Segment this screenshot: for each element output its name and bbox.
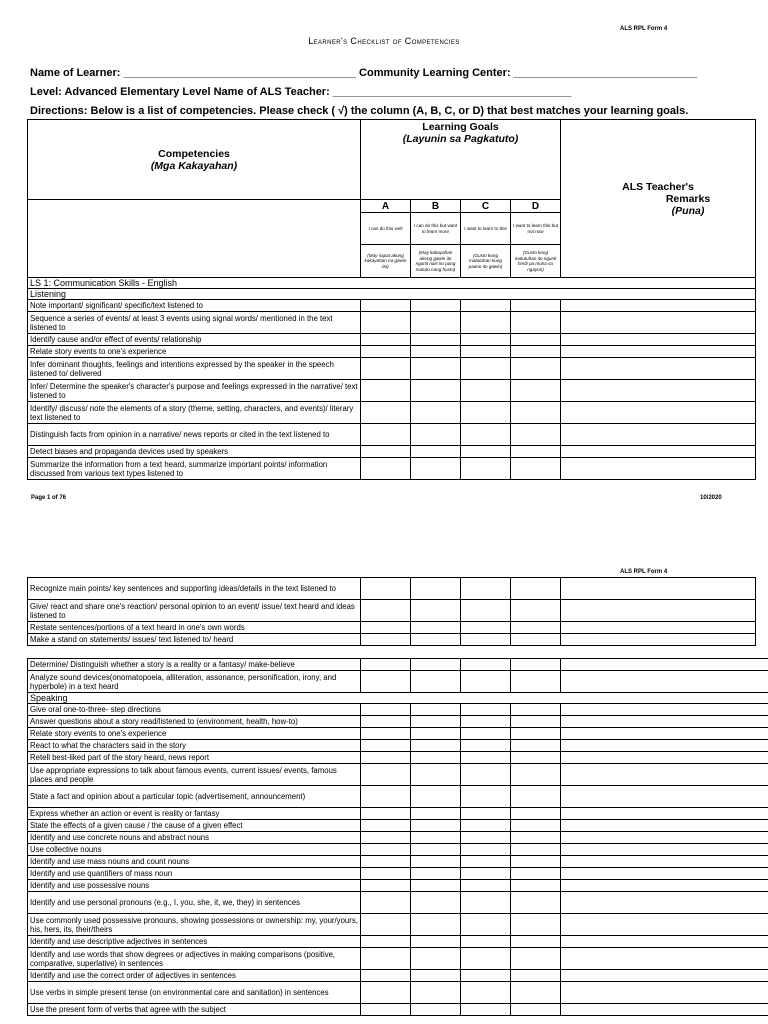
remarks-cell[interactable]: [561, 808, 768, 820]
checkbox-cell-b[interactable]: [411, 914, 461, 936]
learning-goals-header: Learning Goals (Layunin sa Pagkatuto): [361, 120, 561, 200]
checkbox-cell-b[interactable]: [411, 948, 461, 970]
checkbox-cell-a[interactable]: [361, 1004, 411, 1016]
checkbox-cell-d[interactable]: [511, 446, 561, 458]
checkbox-cell-d[interactable]: [511, 752, 561, 764]
checkbox-cell-d[interactable]: [511, 358, 561, 380]
checkbox-cell-a[interactable]: [361, 936, 411, 948]
checkbox-cell-d[interactable]: [511, 740, 561, 752]
checkbox-cell-a[interactable]: [361, 380, 411, 402]
checkbox-cell-a[interactable]: [361, 424, 411, 446]
competency-text: Summarize the information from a text heard, summarize important points/ information discussed from various text types listened to: [28, 458, 361, 480]
table-row: [28, 832, 768, 844]
remarks-cell[interactable]: [561, 671, 768, 693]
table-row: [28, 892, 768, 914]
checkbox-cell-d[interactable]: [511, 578, 561, 600]
table-row: [28, 982, 768, 1004]
checkbox-cell-a[interactable]: [361, 752, 411, 764]
column-d-desc-fil: (Gusto kong matutuhan ito ngunit hindi pa muna sa ngayon): [511, 245, 561, 278]
competency-text: Identify and use descriptive adjectives in sentences: [28, 936, 361, 948]
checkbox-cell-c[interactable]: [461, 820, 511, 832]
checkbox-cell-a[interactable]: [361, 671, 411, 693]
remarks-cell[interactable]: [561, 312, 756, 334]
checkbox-cell-a[interactable]: [361, 832, 411, 844]
competency-text: Identify cause and/or effect of events/ relationship: [28, 334, 361, 346]
column-b-desc: I can do this but want to learn more: [411, 213, 461, 245]
remarks-cell[interactable]: [561, 334, 756, 346]
checkbox-cell-d[interactable]: [511, 914, 561, 936]
checkbox-cell-d[interactable]: [511, 808, 561, 820]
table-row: [28, 948, 768, 970]
table-row: [28, 914, 768, 936]
checkbox-cell-a[interactable]: [361, 728, 411, 740]
remarks-cell[interactable]: [561, 600, 756, 622]
checkbox-cell-b[interactable]: [411, 820, 461, 832]
table-row: [28, 634, 756, 646]
checkbox-cell-b[interactable]: [411, 600, 461, 622]
table-row: [28, 358, 756, 380]
column-a-desc: I can do this well: [361, 213, 411, 245]
competency-text: Recognize main points/ key sentences and supporting ideas/details in the text listened to: [28, 578, 361, 600]
column-c-desc: I want to learn to this: [461, 213, 511, 245]
checkbox-cell-b[interactable]: [411, 868, 461, 880]
remarks-cell[interactable]: [561, 446, 756, 458]
checkbox-cell-b[interactable]: [411, 634, 461, 646]
table-row: [28, 659, 768, 671]
form-date: 10/2020: [700, 495, 722, 501]
checkbox-cell-a[interactable]: [361, 948, 411, 970]
table-row: [28, 312, 756, 334]
checkbox-cell-c[interactable]: [461, 728, 511, 740]
checkbox-cell-c[interactable]: [461, 634, 511, 646]
checkbox-cell-b[interactable]: [411, 312, 461, 334]
checkbox-cell-d[interactable]: [511, 936, 561, 948]
checkbox-cell-c[interactable]: [461, 982, 511, 1004]
remarks-cell[interactable]: [561, 982, 768, 1004]
competency-table-page2: [27, 658, 768, 1016]
remarks-cell[interactable]: [561, 424, 756, 446]
remarks-cell[interactable]: [561, 358, 756, 380]
checkbox-cell-d[interactable]: [511, 786, 561, 808]
remarks-cell[interactable]: [561, 578, 756, 600]
competency-text: Make a stand on statements/ issues/ text listened to/ heard: [28, 634, 361, 646]
table-row: [28, 728, 768, 740]
checkbox-cell-a[interactable]: [361, 892, 411, 914]
competency-text: Analyze sound devices(onomatopoeia, alliteration, assonance, personification, irony, and hyperbole) in a text heard: [28, 671, 361, 693]
checkbox-cell-a[interactable]: [361, 346, 411, 358]
checkbox-cell-b[interactable]: [411, 728, 461, 740]
checkbox-cell-d[interactable]: [511, 880, 561, 892]
remarks-cell[interactable]: [561, 880, 768, 892]
checkbox-cell-c[interactable]: [461, 659, 511, 671]
remarks-cell[interactable]: [561, 914, 768, 936]
table-row: [28, 786, 768, 808]
remarks-cell[interactable]: [561, 634, 756, 646]
checkbox-cell-c[interactable]: [461, 856, 511, 868]
checkbox-cell-c[interactable]: [461, 578, 511, 600]
checkbox-cell-b[interactable]: [411, 880, 461, 892]
competency-text: Infer dominant thoughts, feelings and intentions expressed by the speaker in the speech listened to/ delivered: [28, 358, 361, 380]
remarks-cell[interactable]: [561, 820, 768, 832]
checkbox-cell-d[interactable]: [511, 868, 561, 880]
remarks-cell[interactable]: [561, 752, 768, 764]
checkbox-cell-b[interactable]: [411, 334, 461, 346]
checkbox-cell-c[interactable]: [461, 914, 511, 936]
checkbox-cell-c[interactable]: [461, 1004, 511, 1016]
remarks-cell[interactable]: [561, 346, 756, 358]
checkbox-cell-a[interactable]: [361, 458, 411, 480]
table-row: [28, 716, 768, 728]
competency-table-page2-top: [27, 577, 756, 646]
competency-text: Determine/ Distinguish whether a story is a reality or a fantasy/ make-believe: [28, 659, 361, 671]
remarks-cell[interactable]: [561, 402, 756, 424]
column-c-desc-fil: (Gusto kong matutuhan kung paano ito gawin): [461, 245, 511, 278]
checkbox-cell-b[interactable]: [411, 936, 461, 948]
checkbox-cell-a[interactable]: [361, 659, 411, 671]
competency-text: State the effects of a given cause / the cause of a given effect: [28, 820, 361, 832]
checkbox-cell-a[interactable]: [361, 844, 411, 856]
checkbox-cell-b[interactable]: [411, 970, 461, 982]
table-row: [28, 820, 768, 832]
checkbox-cell-a[interactable]: [361, 764, 411, 786]
checkbox-cell-b[interactable]: [411, 424, 461, 446]
column-b-desc-fil: (May kakayahan akong gawin ito ngunit nais ko pang matuto nang husto): [411, 245, 461, 278]
checkbox-cell-d[interactable]: [511, 764, 561, 786]
checkbox-cell-a[interactable]: [361, 358, 411, 380]
competency-text: Express whether an action or event is reality or fantasy: [28, 808, 361, 820]
checkbox-cell-a[interactable]: [361, 982, 411, 1004]
checkbox-cell-a[interactable]: [361, 622, 411, 634]
checkbox-cell-c[interactable]: [461, 300, 511, 312]
remarks-cell[interactable]: [561, 970, 768, 982]
table-row: [28, 380, 756, 402]
checkbox-cell-c[interactable]: [461, 380, 511, 402]
remarks-cell[interactable]: [561, 458, 756, 480]
checkbox-cell-c[interactable]: [461, 424, 511, 446]
competency-text: Use appropriate expressions to talk about famous events, current issues/ events, famous places and people: [28, 764, 361, 786]
checkbox-cell-c[interactable]: [461, 312, 511, 334]
remarks-cell[interactable]: [561, 704, 768, 716]
checkbox-cell-b[interactable]: [411, 856, 461, 868]
table-row: [28, 671, 768, 693]
checkbox-cell-c[interactable]: [461, 970, 511, 982]
checkbox-cell-d[interactable]: [511, 728, 561, 740]
column-d-label: D: [511, 200, 561, 213]
checkbox-cell-b[interactable]: [411, 402, 461, 424]
checkbox-cell-a[interactable]: [361, 808, 411, 820]
subsection-heading-speaking: [28, 693, 768, 704]
checkbox-cell-b[interactable]: [411, 358, 461, 380]
checkbox-cell-d[interactable]: [511, 844, 561, 856]
table-row: [28, 402, 756, 424]
table-row: [28, 856, 768, 868]
checkbox-cell-d[interactable]: [511, 334, 561, 346]
checkbox-cell-b[interactable]: [411, 752, 461, 764]
column-d-desc: I want to learn this but not now: [511, 213, 561, 245]
subsection-heading: [28, 289, 756, 300]
checkbox-cell-c[interactable]: [461, 716, 511, 728]
directions-text: Directions: Below is a list of competencies. Please check ( √) the column (A, B, C, or D) that best matches your learning goals.: [30, 105, 689, 117]
competency-text: Identify and use words that show degrees or adjectives in making comparisons (positive, comparative, superlative) in sentences: [28, 948, 361, 970]
competency-text: Identify and use possessive nouns: [28, 880, 361, 892]
checkbox-cell-d[interactable]: [511, 458, 561, 480]
checkbox-cell-a[interactable]: [361, 300, 411, 312]
level-teacher-line: Level: Advanced Elementary Level Name of ALS Teacher: _______________________________________: [30, 86, 572, 98]
competency-text: Identify and use quantifiers of mass noun: [28, 868, 361, 880]
checkbox-cell-c[interactable]: [461, 740, 511, 752]
checkbox-cell-d[interactable]: [511, 820, 561, 832]
competency-text: Identify and use mass nouns and count nouns: [28, 856, 361, 868]
remarks-cell[interactable]: [561, 728, 768, 740]
checkbox-cell-a[interactable]: [361, 716, 411, 728]
remarks-cell[interactable]: [561, 764, 768, 786]
table-row: [28, 868, 768, 880]
checkbox-cell-d[interactable]: [511, 704, 561, 716]
competency-text: Answer questions about a story read/listened to (environment, health, how-to): [28, 716, 361, 728]
checkbox-cell-c[interactable]: [461, 402, 511, 424]
checkbox-cell-d[interactable]: [511, 300, 561, 312]
strand-heading-label: LS 1: Communication Skills - English: [28, 278, 756, 289]
checkbox-cell-c[interactable]: [461, 832, 511, 844]
table-row: [28, 424, 756, 446]
checkbox-cell-d[interactable]: [511, 600, 561, 622]
column-a-label: A: [361, 200, 411, 213]
checkbox-cell-c[interactable]: [461, 600, 511, 622]
checkbox-cell-c[interactable]: [461, 892, 511, 914]
table-row: [28, 346, 756, 358]
competency-text: Sequence a series of events/ at least 3 events using signal words/ mentioned in the text listened to: [28, 312, 361, 334]
remarks-cell[interactable]: [561, 1004, 768, 1016]
competency-text: Distinguish facts from opinion in a narrative/ news reports or cited in the text listened to: [28, 424, 361, 446]
checkbox-cell-b[interactable]: [411, 622, 461, 634]
checkbox-cell-b[interactable]: [411, 844, 461, 856]
checkbox-cell-d[interactable]: [511, 671, 561, 693]
checkbox-cell-a[interactable]: [361, 704, 411, 716]
checkbox-cell-a[interactable]: [361, 970, 411, 982]
checkbox-cell-c[interactable]: [461, 446, 511, 458]
checkbox-cell-d[interactable]: [511, 970, 561, 982]
checkbox-cell-d[interactable]: [511, 346, 561, 358]
checkbox-cell-a[interactable]: [361, 868, 411, 880]
checkbox-cell-d[interactable]: [511, 856, 561, 868]
checkbox-cell-a[interactable]: [361, 402, 411, 424]
checkbox-cell-c[interactable]: [461, 458, 511, 480]
checkbox-cell-b[interactable]: [411, 346, 461, 358]
checkbox-cell-b[interactable]: [411, 659, 461, 671]
checkbox-cell-b[interactable]: [411, 892, 461, 914]
remarks-cell[interactable]: [561, 622, 756, 634]
competency-text: Note important/ significant/ specific/text listened to: [28, 300, 361, 312]
column-c-label: C: [461, 200, 511, 213]
competency-text: State a fact and opinion about a particular topic (advertisement, announcement): [28, 786, 361, 808]
form-code-page2: ALS RPL Form 4: [620, 569, 668, 575]
checkbox-cell-a[interactable]: [361, 334, 411, 346]
column-a-desc-fil: (May sapat akong kakayahan na gawin ito): [361, 245, 411, 278]
competency-text: Give oral one-to-three- step directions: [28, 704, 361, 716]
checkbox-cell-b[interactable]: [411, 832, 461, 844]
checkbox-cell-d[interactable]: [511, 312, 561, 334]
checkbox-cell-d[interactable]: [511, 716, 561, 728]
remarks-cell[interactable]: [561, 948, 768, 970]
checkbox-cell-b[interactable]: [411, 740, 461, 752]
table-row: [28, 740, 768, 752]
checkbox-cell-c[interactable]: [461, 764, 511, 786]
competency-text: React to what the characters said in the story: [28, 740, 361, 752]
competency-text: Use commonly used possessive pronouns, showing possessions or ownership: my, your/yours, his, hers, its, their/theirs: [28, 914, 361, 936]
checkbox-cell-b[interactable]: [411, 704, 461, 716]
checkbox-cell-b[interactable]: [411, 1004, 461, 1016]
checkbox-cell-c[interactable]: [461, 786, 511, 808]
page-title: Learner's Checklist of Competencies: [308, 36, 460, 46]
competency-text: Identify and use personal pronouns (e.g., I, you, she, it, we, they) in sentences: [28, 892, 361, 914]
checkbox-cell-c[interactable]: [461, 936, 511, 948]
table-row: [28, 844, 768, 856]
table-row: [28, 880, 768, 892]
column-b-label: B: [411, 200, 461, 213]
remarks-cell[interactable]: [561, 844, 768, 856]
competency-table-page1: [27, 119, 756, 480]
competency-text: Identify and use the correct order of adjectives in sentences: [28, 970, 361, 982]
table-row: [28, 578, 756, 600]
checkbox-cell-c[interactable]: [461, 358, 511, 380]
checkbox-cell-a[interactable]: [361, 786, 411, 808]
checkbox-cell-b[interactable]: [411, 982, 461, 1004]
remarks-cell[interactable]: [561, 936, 768, 948]
competency-text: Use verbs in simple present tense (on environmental care and sanitation) in sentences: [28, 982, 361, 1004]
checkbox-cell-b[interactable]: [411, 716, 461, 728]
table-row: [28, 704, 768, 716]
remarks-cell[interactable]: [561, 832, 768, 844]
competency-text: Retell best-liked part of the story heard, news report: [28, 752, 361, 764]
checkbox-cell-d[interactable]: [511, 832, 561, 844]
remarks-cell[interactable]: [561, 856, 768, 868]
checkbox-cell-d[interactable]: [511, 659, 561, 671]
checkbox-cell-d[interactable]: [511, 948, 561, 970]
checkbox-cell-a[interactable]: [361, 914, 411, 936]
competency-text: Use collective nouns: [28, 844, 361, 856]
checkbox-cell-b[interactable]: [411, 786, 461, 808]
checkbox-cell-c[interactable]: [461, 948, 511, 970]
strand-heading: [28, 278, 756, 289]
checkbox-cell-c[interactable]: [461, 808, 511, 820]
competency-text: Relate story events to one's experience: [28, 346, 361, 358]
table-row: [28, 936, 768, 948]
remarks-cell[interactable]: [561, 380, 756, 402]
page-number: Page 1 of 76: [31, 495, 67, 501]
form-code: ALS RPL Form 4: [620, 26, 668, 32]
checkbox-cell-b[interactable]: [411, 764, 461, 786]
remarks-cell[interactable]: [561, 786, 768, 808]
competency-text: Infer/ Determine the speaker's character's purpose and feelings expressed in the narrative/ text listened to: [28, 380, 361, 402]
table-row: [28, 764, 768, 786]
table-row: [28, 622, 756, 634]
checkbox-cell-d[interactable]: [511, 892, 561, 914]
competency-text: Give/ react and share one's reaction/ personal opinion to an event/ issue/ text heard and ideas listened to: [28, 600, 361, 622]
checkbox-cell-a[interactable]: [361, 856, 411, 868]
checkbox-cell-c[interactable]: [461, 334, 511, 346]
competencies-header: Competencies (Mga Kakayahan): [28, 120, 361, 200]
checkbox-cell-d[interactable]: [511, 982, 561, 1004]
checkbox-cell-a[interactable]: [361, 312, 411, 334]
table-row: [28, 752, 768, 764]
checkbox-cell-a[interactable]: [361, 634, 411, 646]
checkbox-cell-c[interactable]: [461, 868, 511, 880]
checkbox-cell-b[interactable]: [411, 458, 461, 480]
competency-text: Identify/ discuss/ note the elements of a story (theme, setting, characters, and events)/ literary text listened to: [28, 402, 361, 424]
checkbox-cell-d[interactable]: [511, 622, 561, 634]
table-row: [28, 334, 756, 346]
competency-text: Detect biases and propaganda devices used by speakers: [28, 446, 361, 458]
competency-text: Restate sentences/portions of a text heard in one's own words: [28, 622, 361, 634]
checkbox-cell-a[interactable]: [361, 446, 411, 458]
subsection-heading-label: Listening: [28, 289, 756, 300]
checkbox-cell-c[interactable]: [461, 622, 511, 634]
competency-text: Relate story events to one's experience: [28, 728, 361, 740]
table-row: [28, 970, 768, 982]
checkbox-cell-a[interactable]: [361, 820, 411, 832]
checkbox-cell-b[interactable]: [411, 300, 461, 312]
checkbox-cell-c[interactable]: [461, 704, 511, 716]
checkbox-cell-c[interactable]: [461, 752, 511, 764]
checkbox-cell-b[interactable]: [411, 578, 461, 600]
remarks-cell[interactable]: [561, 716, 768, 728]
checkbox-cell-d[interactable]: [511, 380, 561, 402]
remarks-cell[interactable]: [561, 300, 756, 312]
checkbox-cell-a[interactable]: [361, 578, 411, 600]
table-row: [28, 600, 756, 622]
table-row: [28, 446, 756, 458]
table-row: [28, 300, 756, 312]
competency-text: Identify and use concrete nouns and abstract nouns: [28, 832, 361, 844]
checkbox-cell-a[interactable]: [361, 600, 411, 622]
checkbox-cell-a[interactable]: [361, 740, 411, 752]
checkbox-cell-c[interactable]: [461, 880, 511, 892]
remarks-cell[interactable]: [561, 892, 768, 914]
checkbox-cell-b[interactable]: [411, 380, 461, 402]
table-row: [28, 808, 768, 820]
competency-text: Use the present form of verbs that agree with the subject: [28, 1004, 361, 1016]
table-row: [28, 1004, 768, 1016]
checkbox-cell-b[interactable]: [411, 671, 461, 693]
learner-name-line: Name of Learner: ______________________________________ Community Learning Center: ______________________________: [30, 67, 698, 79]
checkbox-cell-c[interactable]: [461, 671, 511, 693]
teacher-remarks-header: ALS Teacher's Remarks (Puna): [561, 120, 756, 278]
checkbox-cell-a[interactable]: [361, 880, 411, 892]
remarks-cell[interactable]: [561, 659, 768, 671]
checkbox-cell-c[interactable]: [461, 346, 511, 358]
remarks-cell[interactable]: [561, 868, 768, 880]
subsection-heading-speaking-label: Speaking: [28, 693, 768, 704]
checkbox-cell-c[interactable]: [461, 844, 511, 856]
remarks-cell[interactable]: [561, 740, 768, 752]
checkbox-cell-d[interactable]: [511, 634, 561, 646]
checkbox-cell-d[interactable]: [511, 1004, 561, 1016]
table-row: [28, 458, 756, 480]
checkbox-cell-b[interactable]: [411, 446, 461, 458]
checkbox-cell-b[interactable]: [411, 808, 461, 820]
checkbox-cell-d[interactable]: [511, 424, 561, 446]
checkbox-cell-d[interactable]: [511, 402, 561, 424]
